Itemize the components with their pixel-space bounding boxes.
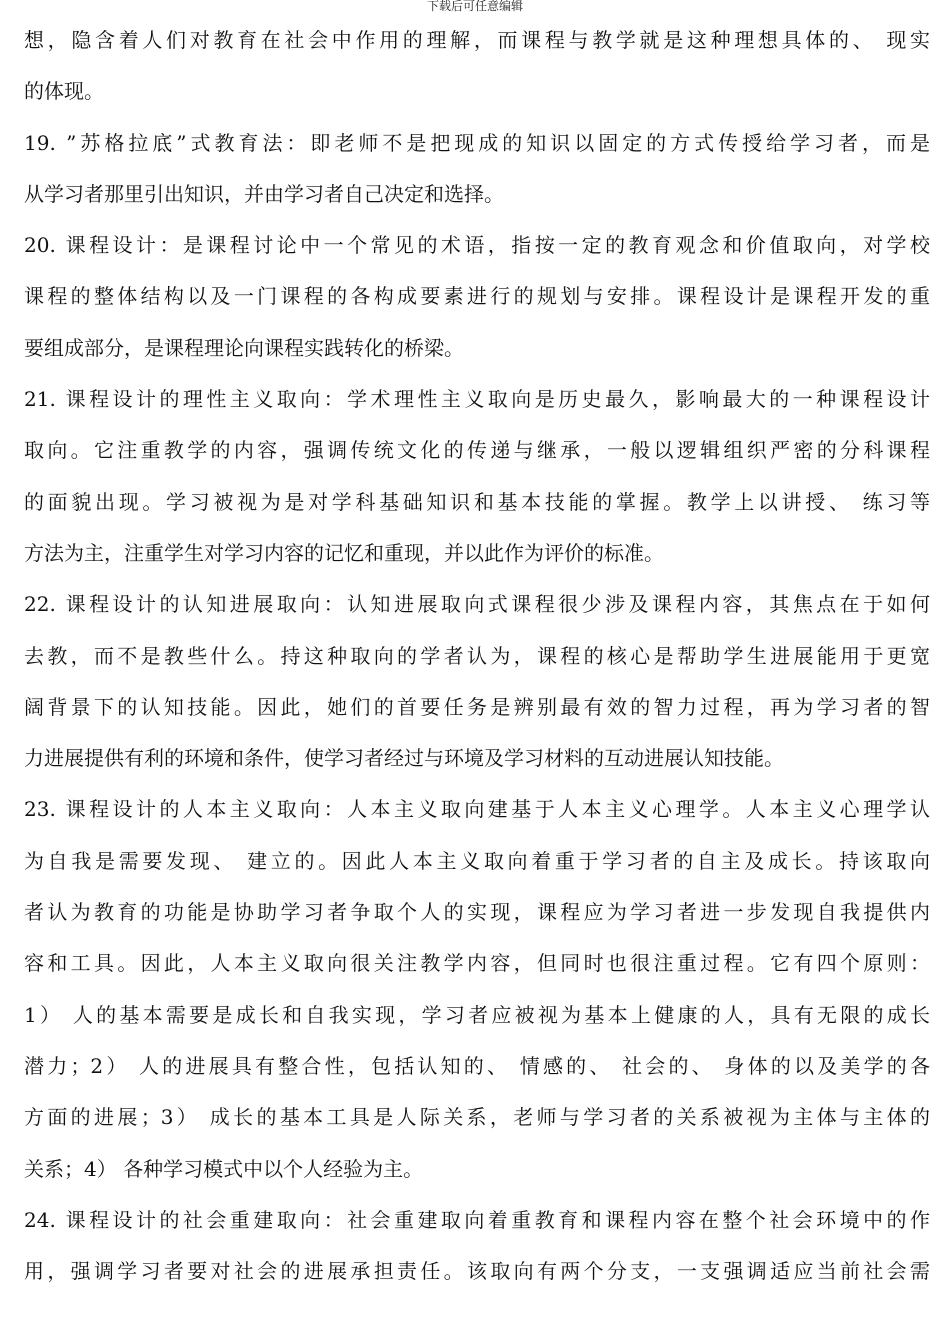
text-line: 23. 课程设计的人本主义取向：人本主义取向建基于人本主义心理学。人本主义心理学认 [24, 797, 930, 822]
document-body [24, 15, 930, 1297]
text-line: 要组成部分，是课程理论向课程实践转化的桥梁。 [24, 335, 464, 360]
text-line: 22. 课程设计的认知进展取向：认知进展取向式课程很少涉及课程内容，其焦点在于如何 [24, 592, 930, 617]
text-line: 课程的整体结构以及一门课程的各构成要素进行的规划与安排。课程设计是课程开发的重 [24, 284, 930, 309]
text-line: 24. 课程设计的社会重建取向：社会重建取向着重教育和课程内容在整个社会环境中的作 [24, 1207, 930, 1232]
text-line: 方法为主，注重学生对学习内容的记忆和重现，并以此作为评价的标准。 [24, 540, 664, 565]
text-line: 20. 课程设计：是课程讨论中一个常见的术语，指按一定的教育观念和价值取向，对学校 [24, 233, 930, 258]
text-line: 力进展提供有利的环境和条件，使学习者经过与环境及学习材料的互动进展认知技能。 [24, 746, 784, 771]
download-note: 下载后可任意编辑 [426, 0, 523, 13]
text-line: 19. ”苏格拉底”式教育法：即老师不是把现成的知识以固定的方式传授给学习者，而是 [24, 130, 930, 155]
text-line: 为自我是需要发现、 建立的。因此人本主义取向着重于学习者的自主及成长。持该取向 [24, 848, 930, 873]
text-line: 用，强调学习者要对社会的进展承担责任。该取向有两个分支，一支强调适应当前社会需 [24, 1259, 930, 1284]
text-line: 取向。它注重教学的内容，强调传统文化的传递与继承，一般以逻辑组织严密的分科课程 [24, 438, 930, 463]
text-line: 去教，而不是教些什么。持这种取向的学者认为，课程的核心是帮助学生进展能用于更宽 [24, 643, 930, 668]
text-line: 容和工具。因此，人本主义取向很关注教学内容，但同时也很注重过程。它有四个原则： [24, 951, 930, 976]
text-line: 方面的进展；3） 成长的基本工具是人际关系，老师与学习者的关系被视为主体与主体的 [24, 1105, 930, 1130]
text-line: 从学习者那里引出知识，并由学习者自己决定和选择。 [24, 181, 504, 206]
text-line: 阔背景下的认知技能。因此，她们的首要任务是辨别最有效的智力过程，再为学习者的智 [24, 694, 930, 719]
text-line: 21. 课程设计的理性主义取向：学术理性主义取向是历史最久，影响最大的一种课程设计 [24, 387, 930, 412]
text-line: 潜力；2） 人的进展具有整合性，包括认知的、 情感的、 社会的、 身体的以及美学的各 [24, 1053, 930, 1078]
text-line: 的面貌出现。学习被视为是对学科基础知识和基本技能的掌握。教学上以讲授、 练习等 [24, 489, 930, 514]
text-line: 者认为教育的功能是协助学习者争取个人的实现，课程应为学习者进一步发现自我提供内 [24, 900, 930, 925]
text-line: 的体现。 [24, 79, 104, 104]
text-line: 关系；4） 各种学习模式中以个人经验为主。 [24, 1156, 424, 1181]
text-line: 1） 人的基本需要是成长和自我实现，学习者应被视为基本上健康的人，具有无限的成长 [24, 1002, 930, 1027]
text-line: 想，隐含着人们对教育在社会中作用的理解，而课程与教学就是这种理想具体的、 现实 [24, 28, 930, 52]
